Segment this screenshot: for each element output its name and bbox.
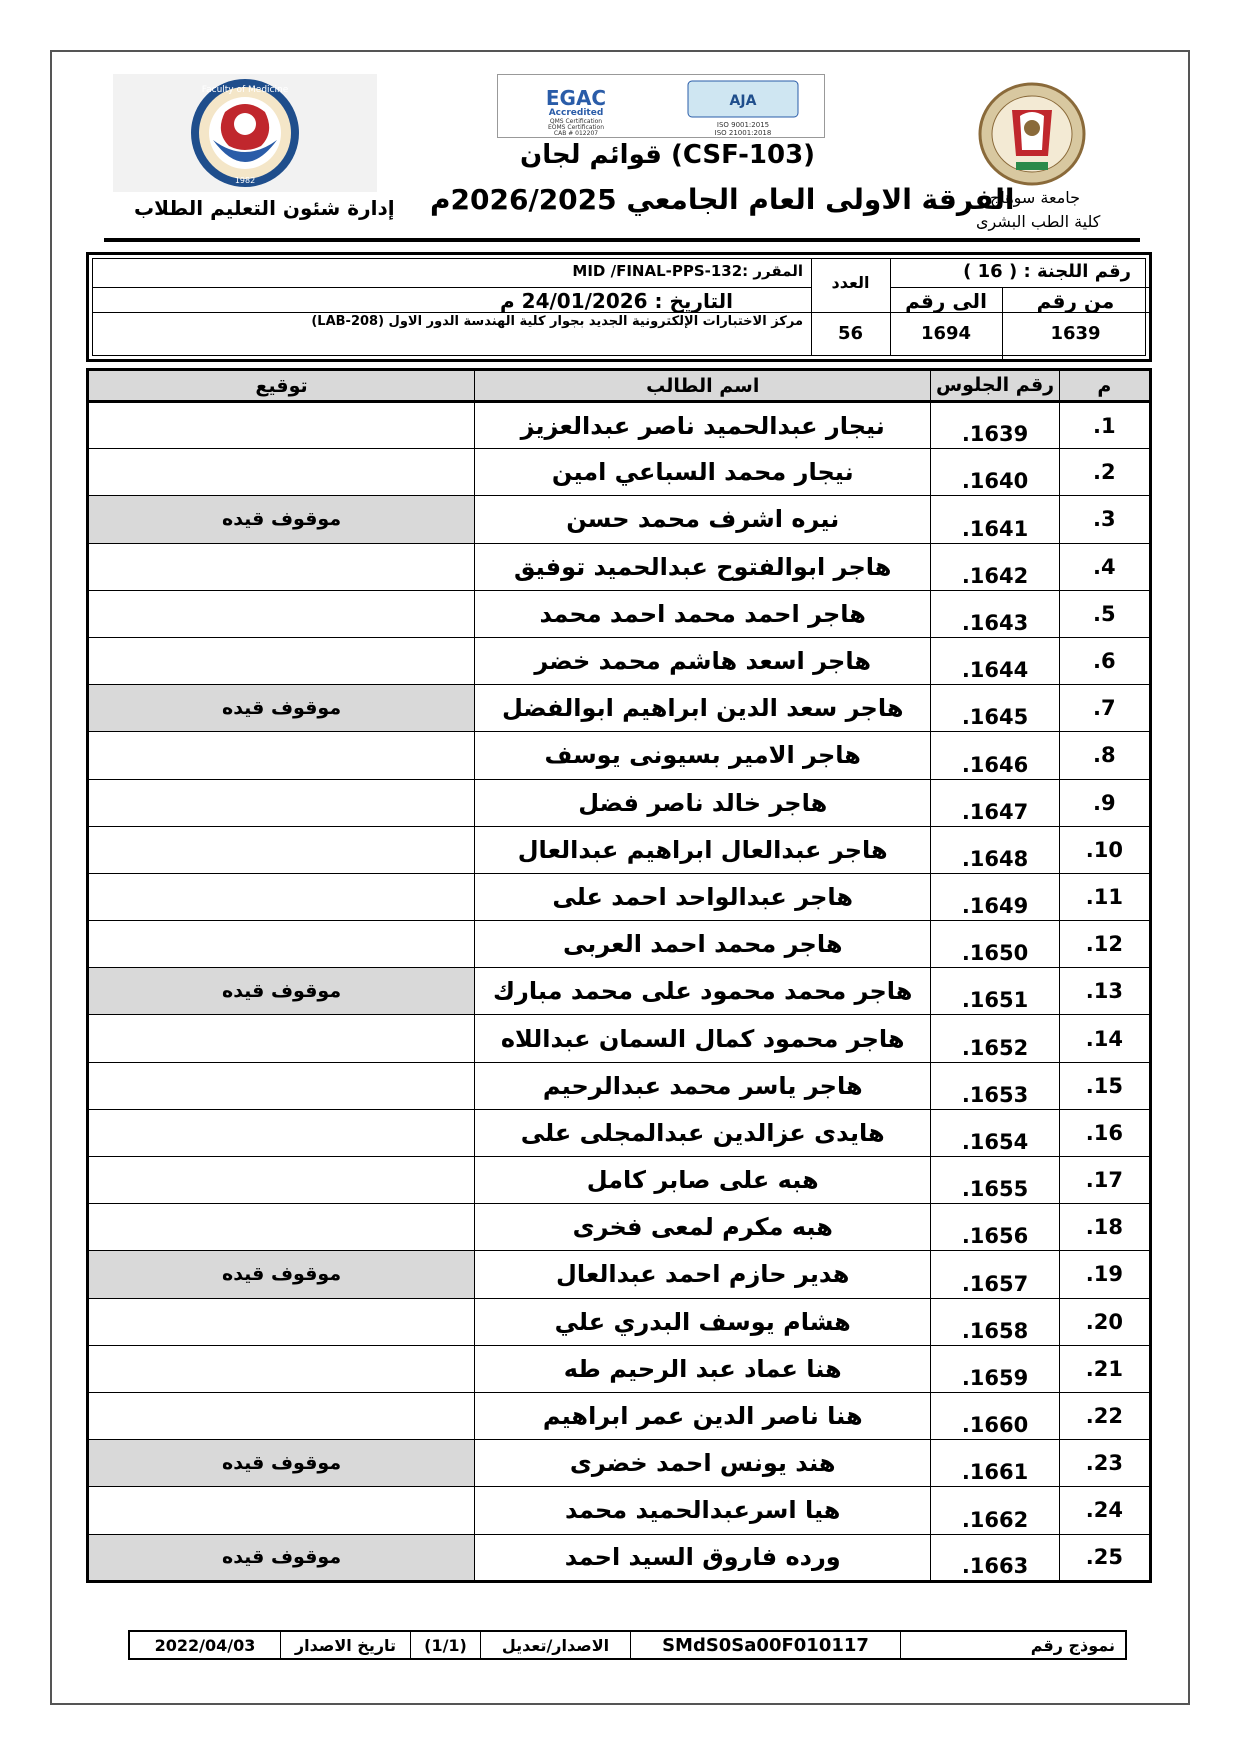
svg-text:EGAC: EGAC [545, 86, 607, 110]
signature-cell [88, 543, 475, 590]
seat-number-cell: 1653. [931, 1062, 1059, 1109]
signature-cell [88, 1015, 475, 1062]
seat-number-cell: 1662. [931, 1487, 1059, 1534]
row-index-cell: 16. [1059, 1109, 1150, 1156]
svg-text:CAB # 012207: CAB # 012207 [553, 130, 599, 137]
signature-cell [88, 402, 475, 449]
form-code: SMdS0Sa00F010117 [630, 1632, 900, 1658]
seat-number-cell: 1648. [931, 826, 1059, 873]
form-footer [128, 1630, 1127, 1660]
signature-cell [88, 873, 475, 920]
seat-number-cell: 1642. [931, 543, 1059, 590]
seat-number-cell: 1645. [931, 685, 1059, 732]
student-name-cell: هاجر عبدالواحد احمد على [475, 873, 931, 920]
to-number-label: الى رقم [905, 289, 987, 313]
table-row [88, 873, 1151, 920]
table-row [88, 685, 1151, 732]
row-index-cell: 3. [1059, 496, 1150, 543]
row-index-cell: 7. [1059, 685, 1150, 732]
student-name-cell: هاجر سعد الدين ابراهيم ابوالفضل [475, 685, 931, 732]
table-row [88, 732, 1151, 779]
student-name-cell: هاجر احمد محمد احمد محمد [475, 590, 931, 637]
seat-number-cell: 1660. [931, 1392, 1059, 1439]
signature-cell: موقوف قيده [88, 685, 475, 732]
row-index-cell: 21. [1059, 1345, 1150, 1392]
signature-cell [88, 1392, 475, 1439]
issue-date: 2022/04/03 [154, 1635, 256, 1655]
svg-text:ISO 21001:2018: ISO 21001:2018 [714, 129, 772, 137]
student-name-cell: هاجر اسعد هاشم محمد خضر [475, 637, 931, 684]
row-index-cell: 1. [1059, 402, 1150, 449]
seat-number-cell: 1655. [931, 1157, 1059, 1204]
row-index-cell: 14. [1059, 1015, 1150, 1062]
document-title: قوائم لجان (CSF-103) [520, 140, 816, 170]
student-name-cell: هاجر الامير بسيونى يوسف [475, 732, 931, 779]
student-name-cell: هاجر محمد محمود على محمد مبارك [475, 968, 931, 1015]
header-divider [104, 238, 1140, 242]
table-row [88, 1251, 1151, 1298]
signature-cell [88, 1062, 475, 1109]
student-name-cell: هبه مكرم لمعى فخرى [475, 1204, 931, 1251]
student-name-cell: هبه على صابر كامل [475, 1157, 931, 1204]
signature-cell: موقوف قيده [88, 1251, 475, 1298]
signature-cell [88, 1298, 475, 1345]
row-index-cell: 12. [1059, 921, 1150, 968]
signature-cell [88, 1157, 475, 1204]
signature-cell [88, 921, 475, 968]
document-subtitle: الفرقة الاولى العام الجامعي 2026/2025م [430, 183, 1015, 216]
table-row [88, 496, 1151, 543]
university-seal [976, 80, 1088, 188]
table-row [88, 449, 1151, 496]
signature-cell [88, 449, 475, 496]
student-name-cell: هاجر ياسر محمد عبدالرحيم [475, 1062, 931, 1109]
student-name-cell: هاجر محمد احمد العربى [475, 921, 931, 968]
seat-number-cell: 1658. [931, 1298, 1059, 1345]
table-row [88, 921, 1151, 968]
header-signature: توقيع [88, 370, 475, 402]
header-student-name: اسم الطالب [475, 370, 931, 402]
row-index-cell: 20. [1059, 1298, 1150, 1345]
row-index-cell: 18. [1059, 1204, 1150, 1251]
table-row [88, 1298, 1151, 1345]
signature-cell [88, 590, 475, 637]
revision-value: (1/1) [410, 1632, 480, 1658]
student-name-cell: نيجار عبدالحميد ناصر عبدالعزيز [475, 402, 931, 449]
table-row [88, 1534, 1151, 1581]
student-name-cell: هنا عماد عبد الرحيم طه [475, 1345, 931, 1392]
signature-cell: موقوف قيده [88, 1534, 475, 1581]
seat-number-cell: 1659. [931, 1345, 1059, 1392]
table-row [88, 1062, 1151, 1109]
row-index-cell: 13. [1059, 968, 1150, 1015]
row-index-cell: 6. [1059, 637, 1150, 684]
table-row [88, 402, 1151, 449]
signature-cell [88, 1109, 475, 1156]
table-row [88, 968, 1151, 1015]
row-index-cell: 2. [1059, 449, 1150, 496]
svg-text:Faculty of Medicine: Faculty of Medicine [201, 85, 289, 95]
university-name: جامعة سوهاج [990, 188, 1081, 207]
student-name-cell: هشام يوسف البدري علي [475, 1298, 931, 1345]
table-row [88, 637, 1151, 684]
row-index-cell: 17. [1059, 1157, 1150, 1204]
seat-number-cell: 1656. [931, 1204, 1059, 1251]
revision-label: الاصدار/تعديل [480, 1632, 630, 1658]
student-name-cell: هاجر عبدالعال ابراهيم عبدالعال [475, 826, 931, 873]
row-index-cell: 5. [1059, 590, 1150, 637]
students-table [86, 368, 1152, 1583]
row-index-cell: 4. [1059, 543, 1150, 590]
svg-text:QMS Certification: QMS Certification [549, 118, 603, 125]
form-label: نموذج رقم [900, 1632, 1125, 1658]
row-index-cell: 15. [1059, 1062, 1150, 1109]
count-label: العدد [831, 273, 870, 292]
row-index-cell: 25. [1059, 1534, 1150, 1581]
table-row [88, 543, 1151, 590]
table-row [88, 826, 1151, 873]
seat-number-cell: 1640. [931, 449, 1059, 496]
table-row [88, 1392, 1151, 1439]
table-row [88, 590, 1151, 637]
table-row [88, 1204, 1151, 1251]
svg-text:AJA: AJA [729, 93, 757, 109]
exam-date: التاريخ : 24/01/2026 م [500, 289, 733, 313]
signature-cell: موقوف قيده [88, 1440, 475, 1487]
from-number-label: من رقم [1036, 289, 1115, 313]
seat-number-cell: 1652. [931, 1015, 1059, 1062]
row-index-cell: 11. [1059, 873, 1150, 920]
seat-number-cell: 1641. [931, 496, 1059, 543]
seat-number-cell: 1654. [931, 1109, 1059, 1156]
seat-number-cell: 1647. [931, 779, 1059, 826]
student-name-cell: هند يونس احمد خضرى [475, 1440, 931, 1487]
svg-text:1982: 1982 [234, 176, 256, 185]
row-index-cell: 9. [1059, 779, 1150, 826]
table-body [88, 402, 1151, 1582]
seat-number-cell: 1643. [931, 590, 1059, 637]
row-index-cell: 10. [1059, 826, 1150, 873]
signature-cell [88, 1204, 475, 1251]
seat-number-cell: 1657. [931, 1251, 1059, 1298]
signature-cell [88, 1487, 475, 1534]
seat-number-cell: 1650. [931, 921, 1059, 968]
student-name-cell: هاجر محمود كمال السمان عبداللاه [475, 1015, 931, 1062]
svg-text:EOMS Certification: EOMS Certification [547, 124, 605, 131]
course-code: MID /FINAL-PPS-132: المقرر [572, 262, 803, 280]
table-row [88, 1440, 1151, 1487]
table-row [88, 1157, 1151, 1204]
seat-number-cell: 1663. [931, 1534, 1059, 1581]
committee-number: رقم اللجنة : ( 16 ) [963, 261, 1131, 282]
table-row [88, 1109, 1151, 1156]
student-name-cell: هيا اسرعبدالحميد محمد [475, 1487, 931, 1534]
header-seat-number: رقم الجلوس [931, 370, 1059, 402]
from-number-value: 1639 [1050, 323, 1101, 344]
row-index-cell: 8. [1059, 732, 1150, 779]
signature-cell [88, 732, 475, 779]
table-row [88, 1487, 1151, 1534]
faculty-logo [113, 74, 377, 192]
accreditation-logos [497, 74, 825, 138]
signature-cell [88, 779, 475, 826]
student-name-cell: هدير حازم احمد عبدالعال [475, 1251, 931, 1298]
row-index-cell: 24. [1059, 1487, 1150, 1534]
table-header-row [88, 370, 1151, 402]
department-label: إدارة شئون التعليم الطلاب [134, 196, 395, 220]
seat-number-cell: 1644. [931, 637, 1059, 684]
issue-date-label: تاريخ الاصدار [280, 1632, 410, 1658]
table-row [88, 1015, 1151, 1062]
seat-number-cell: 1651. [931, 968, 1059, 1015]
seat-number-cell: 1661. [931, 1440, 1059, 1487]
row-index-cell: 23. [1059, 1440, 1150, 1487]
student-name-cell: هايدى عزالدين عبدالمجلى على [475, 1109, 931, 1156]
svg-text:ISO 9001:2015: ISO 9001:2015 [716, 121, 770, 129]
row-index-cell: 19. [1059, 1251, 1150, 1298]
student-name-cell: نيجار محمد السباعي امين [475, 449, 931, 496]
seat-number-cell: 1649. [931, 873, 1059, 920]
row-index-cell: 22. [1059, 1392, 1150, 1439]
signature-cell: موقوف قيده [88, 968, 475, 1015]
svg-text:Accredited: Accredited [548, 108, 604, 118]
table-row [88, 1345, 1151, 1392]
table-row [88, 779, 1151, 826]
student-name-cell: هاجر خالد ناصر فضل [475, 779, 931, 826]
to-number-value: 1694 [920, 323, 972, 344]
student-name-cell: ورده فاروق السيد احمد [475, 1534, 931, 1581]
student-name-cell: هنا ناصر الدين عمر ابراهيم [475, 1392, 931, 1439]
student-name-cell: هاجر ابوالفتوح عبدالحميد توفيق [475, 543, 931, 590]
header-index: م [1059, 370, 1150, 402]
student-name-cell: نيره اشرف محمد حسن [475, 496, 931, 543]
seat-number-cell: 1646. [931, 732, 1059, 779]
signature-cell [88, 1345, 475, 1392]
faculty-name: كلية الطب البشرى [976, 212, 1101, 231]
signature-cell: موقوف قيده [88, 496, 475, 543]
signature-cell [88, 826, 475, 873]
committee-info-box [86, 252, 1152, 362]
count-value: 56 [837, 323, 864, 344]
seat-number-cell: 1639. [931, 402, 1059, 449]
signature-cell [88, 637, 475, 684]
exam-location: مركز الاختبارات الإلكترونية الجديد بجوار كلية الهندسة الدور الاول (LAB-208) [311, 314, 803, 329]
